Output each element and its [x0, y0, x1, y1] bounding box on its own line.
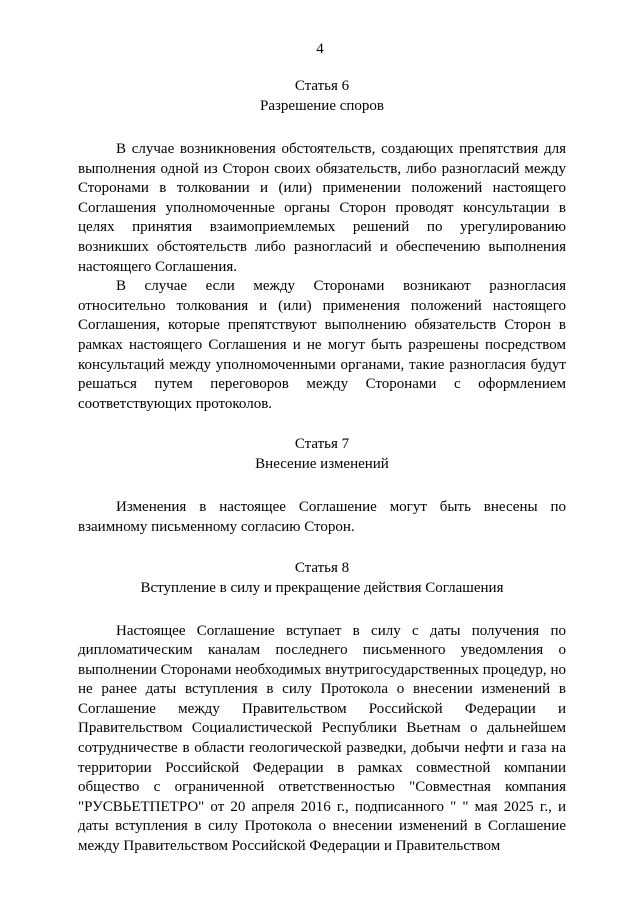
article-number: Статья 8 — [294, 559, 350, 576]
paragraph: Изменения в настоящее Соглашение могут быть внесены по взаимному письменному согласию Сторон. — [78, 499, 566, 535]
paragraph: В случае возникновения обстоятельств, создающих препятствия для выполнения одной из Сторон своих обязательств, либо разногласий между Сторонами в толковании и (или) применении положений настоящего Соглашения уполномоченные органы Сторон проводят консультации в целях принятия взаимоприемлемых решений по урегулированию возникших обстоятельств либо разногласий и обеспечению выполнения настоящего Соглашения. — [78, 141, 566, 275]
article-number: Статья 6 — [294, 78, 350, 94]
article-title: Вступление в силу и прекращение действия Соглашения — [140, 579, 504, 596]
article-title: Разрешение споров — [259, 98, 385, 114]
article-7 — [78, 434, 566, 537]
article-6 — [78, 76, 566, 414]
article-number: Статья 7 — [294, 436, 350, 453]
page-number: 4 — [316, 41, 324, 57]
paragraph: В случае если между Сторонами возникают разногласия относительно толкования и (или) применения положений настоящего Соглашения, которые препятствуют выполнению обязательств Сторон в рамках настоящего Соглашения и не могут быть разрешены посредством консультаций между уполномоченными органами, такие разногласия будут решаться путем переговоров между Сторонами с оформлением соответствующих протоколов. — [78, 278, 566, 412]
article-title: Внесение изменений — [255, 456, 389, 473]
article-8 — [78, 558, 566, 857]
document-body — [78, 76, 566, 857]
paragraph: Настоящее Соглашение вступает в силу с даты получения по дипломатическим каналам последнего письменного уведомления о выполнении Сторонами необходимых внутригосударственных процедур, но не ранее даты вступления в силу Протокола о внесении изменений в Соглашение между Правительством Российской Федерации и Правительством Социалистической Республики Вьетнам о дальнейшем сотрудничестве в области геологической разведки, добычи нефти и газа на территории Российской Федерации в рамках совместной компании общество с ограниченной ответственностью "Совместная компания "РУСВЬЕТПЕТРО" от 20 апреля 2016 г., подписанного " " мая 2025 г., и даты вступления в силу Протокола о внесении изменений в Соглашение между Правительством Российской Федерации и Правительством — [78, 622, 566, 855]
